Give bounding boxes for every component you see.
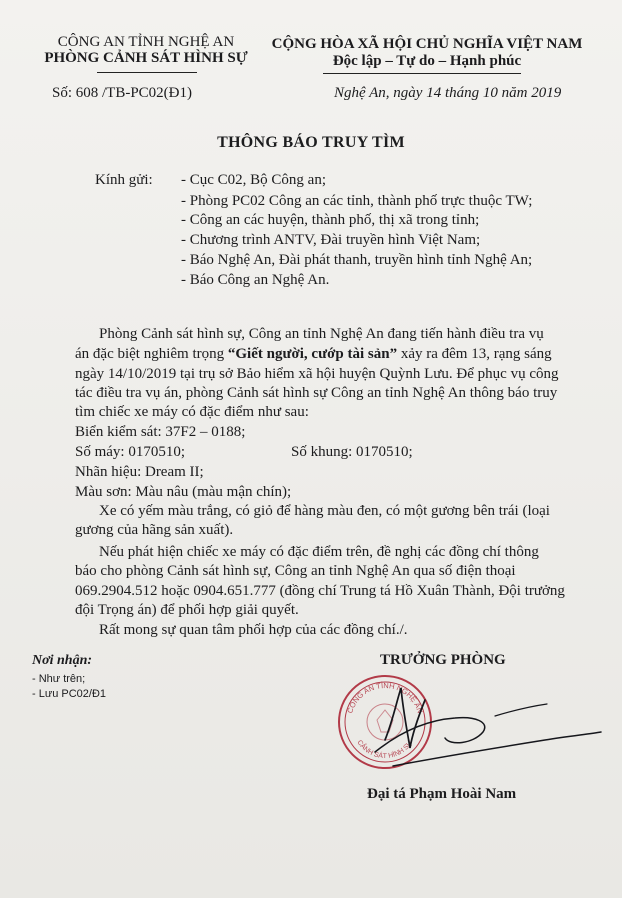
crime-name: “Giết người, cướp tài sản” [227, 346, 398, 362]
vehicle-frame-number: Số khung: 0170510; [291, 444, 413, 460]
vehicle-brand: Nhãn hiệu: Dream II; [75, 464, 204, 480]
body-p3-line4: đội Trọng án) để phối hợp giải quyết. [75, 602, 299, 618]
recipient-item: - Chương trình ANTV, Đài truyền hình Việt Nam; [181, 232, 481, 248]
body-p4: Rất mong sự quan tâm phối hợp của các đồng chí./. [99, 622, 408, 638]
noi-nhan-item: - Lưu PC02/Đ1 [32, 688, 107, 700]
signer-position: TRƯỞNG PHÒNG [380, 652, 506, 668]
recipient-item: - Báo Nghệ An, Đài phát thanh, truyền hình tỉnh Nghệ An; [181, 252, 533, 268]
body-p3-line2: báo cho phòng Cảnh sát hình sự, Công an tỉnh Nghệ An qua số điện thoại [75, 563, 516, 579]
vehicle-plate: Biển kiểm sát: 37F2 – 0188; [75, 424, 246, 440]
body-p1-line1: Phòng Cảnh sát hình sự, Công an tỉnh Nghệ An đang tiến hành điều tra vụ [99, 326, 544, 342]
recipient-item: - Công an các huyện, thành phố, thị xã trong tỉnh; [181, 212, 480, 228]
recipient-item: - Báo Công an Nghệ An. [181, 272, 330, 288]
nation-line1: CỘNG HÒA XÃ HỘI CHỦ NGHĨA VIỆT NAM [271, 36, 583, 52]
motto-underline [323, 73, 521, 74]
body-p1-line2-post: xảy ra đêm 13, rạng sáng [397, 346, 552, 362]
body-p1-line4: tác điều tra vụ án, phòng Cảnh sát hình sự Công an tỉnh Nghệ An thông báo truy [75, 385, 558, 401]
vehicle-engine-number: Số máy: 0170510; [75, 444, 186, 460]
body-p1-line2-pre: án đặc biệt nghiêm trọng [75, 346, 228, 362]
seal-text-bottom: CẢNH SÁT HÌNH SỰ [355, 739, 415, 761]
signer-name: Đại tá Phạm Hoài Nam [367, 786, 517, 802]
body-p1-line3: ngày 14/10/2019 tại trụ sở Bảo hiểm xã hội huyện Quỳnh Lưu. Để phục vụ công [75, 366, 559, 382]
agency-line1: CÔNG AN TỈNH NGHỆ AN [57, 34, 235, 50]
body-p2-line1: Xe có yếm màu trắng, có giỏ để hàng màu đen, có một gương bên trái (loại [99, 503, 550, 519]
recipient-item: - Cục C02, Bộ Công an; [181, 172, 326, 188]
agency-line2: PHÒNG CẢNH SÁT HÌNH SỰ [44, 50, 248, 66]
seal-text-top: CÔNG AN TỈNH NGHỆ AN [345, 680, 425, 715]
issue-date: Nghệ An, ngày 14 tháng 10 năm 2019 [334, 85, 562, 101]
body-p1-line2 [75, 346, 552, 363]
body-p3-line1: Nếu phát hiện chiếc xe máy có đặc điểm trên, đề nghị các đồng chí thông [99, 544, 539, 560]
noi-nhan-item: - Như trên; [32, 673, 86, 685]
vehicle-color: Màu sơn: Màu nâu (màu mận chín); [75, 484, 292, 500]
document-number: Số: 608 /TB-PC02(Đ1) [52, 85, 193, 101]
body-p3-line3: 069.2904.512 hoặc 0904.651.777 (đồng chí Trung tá Hồ Xuân Thành, Đội trưởng [75, 583, 565, 599]
body-p1-line5: tìm chiếc xe máy có đặc điểm như sau: [75, 404, 309, 420]
agency-underline [97, 72, 197, 73]
document-title: THÔNG BÁO TRUY TÌM [217, 134, 405, 151]
recipient-item: - Phòng PC02 Công an các tỉnh, thành phố trực thuộc TW; [181, 193, 533, 209]
handwritten-signature [355, 670, 605, 785]
noi-nhan-title: Nơi nhận: [32, 653, 93, 668]
recipients-label: Kính gửi: [95, 172, 153, 188]
nation-motto: Độc lập – Tự do – Hạnh phúc [332, 53, 522, 69]
body-p2-line2: gương của hãng sản xuất). [75, 522, 234, 538]
